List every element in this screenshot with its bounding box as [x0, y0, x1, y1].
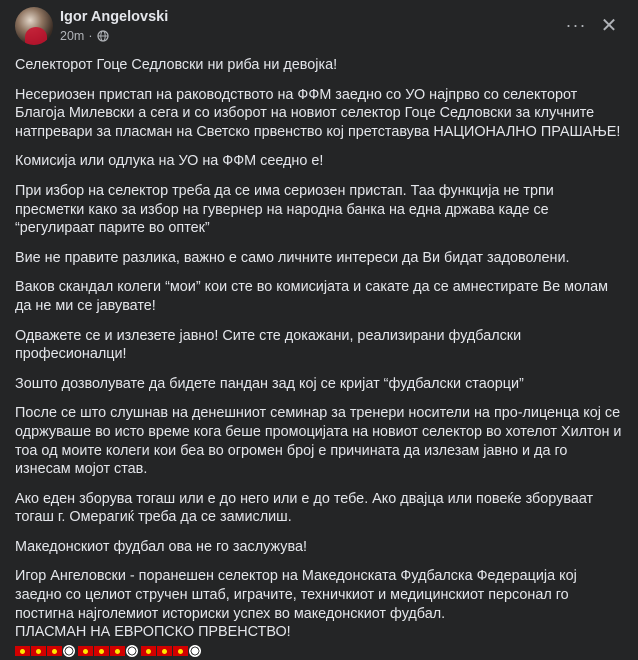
avatar[interactable] [15, 7, 53, 45]
macedonia-flag-icon [15, 646, 30, 656]
post-paragraph-highlight: ПЛАСМАН НА ЕВРОПСКО ПРВЕНСТВО! [15, 624, 291, 641]
soccer-ball-icon [189, 645, 201, 657]
post-body [15, 56, 625, 660]
post-paragraph: При избор на селектор треба да се има сериозен пристап. Таа функција не трпи пресметки како за избор на гувернер на народна банка на една држава каде се “регулираат парите во оптек” [15, 182, 554, 237]
post-paragraph: Одважете се и излезете јавно! Сите сте докажани, реализирани фудбалски професионалци! [15, 327, 522, 363]
macedonia-flag-icon [157, 646, 172, 656]
post-paragraph: Зошто дозволувате да бидете пандан зад кој се кријат “фудбалски стаорци” [15, 375, 524, 392]
macedonia-flag-icon [31, 646, 46, 656]
post-time[interactable]: 20m [60, 29, 85, 43]
close-button[interactable]: ✕ [600, 14, 618, 37]
post-paragraph: Ваков скандал колеги “мои” кои сте во комисијата и сакате да се амнестирате Ве молам да не ми се јавувате! [15, 279, 608, 314]
post-meta [60, 29, 109, 43]
soccer-ball-icon [126, 645, 138, 657]
post-paragraph: Несериозен пристап на раководството на ФФМ заедно со УО најпрво со селекторот Благоја Милевски а сега и со изборот на новиот селектор Гоце Седловски за клучните натпревари за пласман на Светско првенство кој претставува НАЦИОНАЛНО ПРАШАЊЕ! [15, 86, 621, 140]
post-paragraph: Македонскиот фудбал ова не го заслужува! [15, 538, 307, 555]
macedonia-flag-icon [47, 646, 62, 656]
macedonia-flag-icon [94, 646, 109, 656]
post-paragraph: После се што слушнав на денешниот семинар за тренери носители на про-лиценца кој се одржуваше во исто време кога беше промоцијата на новиот селектор во хотелот Хилтон и тоа од моите колеги кои беа во огромен број е причината да излезам јавно и да го изнесам мојот став. [15, 405, 622, 478]
macedonia-flag-icon [110, 646, 125, 656]
post-paragraph: Ако еден зборува тогаш или е до него или е до тебе. Ако двајца или повеќе зборуваат тогаш г. Омерагиќ треба да се замислиш. [15, 490, 594, 526]
post-paragraph: Игор Ангеловски - поранешен селектор на Македонската Фудбалска Федерација кој заедно со целиот стручен штаб, играчите, техничкиот и медицинскиот персонал го постигна најголемиот историски успех во македонскиот фудбал. [15, 568, 577, 622]
post-paragraph: Селекторот Гоце Седловски ни риба ни девојка! [15, 57, 338, 73]
post-header [0, 0, 638, 50]
more-options-button[interactable]: ··· [565, 14, 587, 35]
soccer-ball-icon [63, 645, 75, 657]
post-paragraph: Вие не правите разлика, важно е само личните интереси да Ви бидат задоволени. [15, 249, 570, 266]
post-paragraph: Комисија или одлука на УО на ФФМ сеедно е! [15, 153, 324, 170]
globe-icon[interactable] [97, 30, 109, 42]
emoji-row [15, 642, 625, 660]
meta-separator: · [88, 29, 93, 43]
macedonia-flag-icon [141, 646, 156, 656]
author-name[interactable]: Igor Angelovski [60, 9, 169, 25]
macedonia-flag-icon [173, 646, 188, 656]
macedonia-flag-icon [78, 646, 93, 656]
